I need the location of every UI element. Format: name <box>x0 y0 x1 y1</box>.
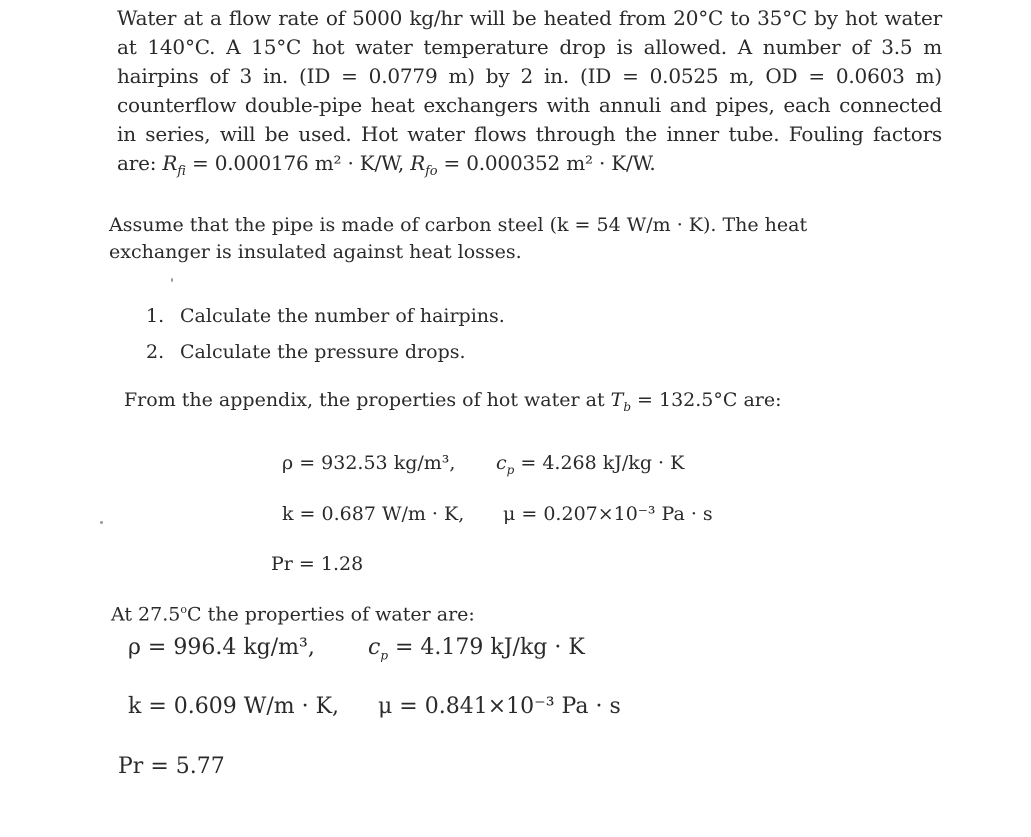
hot-intro-text: From the appendix, the properties of hot water at <box>124 389 611 411</box>
task-number: 1. <box>146 305 165 327</box>
scan-smudge <box>171 278 173 282</box>
tb-symbol: T <box>610 389 624 411</box>
task-list <box>146 298 505 370</box>
hot-prandtl: Pr = 1.28 <box>271 553 364 575</box>
cp-symbol: c <box>368 635 381 660</box>
problem-text: Water at a flow rate of 5000 kg/hr will be heated from 20°C to 35°C by hot water at 140°C. A 15°C hot water temperature drop is allowed. A number of 3.5 m hairpins of 3 in. (ID = 0.0779 m) by 2 in. (ID = 0.0525 m, OD = 0.0603 m) counterflow double-pipe heat exchangers with annuli and pipes, each connected in series, will be used. Hot water flows through the inner tube. Fouling factors are: <box>117 6 942 175</box>
hot-viscosity: μ = 0.207×10⁻³ Pa · s <box>503 503 713 525</box>
rfi-subscript: fi <box>177 164 186 179</box>
cp-value: = 4.268 kJ/kg · K <box>514 452 685 474</box>
cp-value: = 4.179 kJ/kg · K <box>388 635 585 660</box>
hot-water-intro <box>124 389 782 414</box>
hot-intro-temp: = 132.5°C are: <box>631 389 782 411</box>
cp-subscript: p <box>380 648 389 663</box>
rfi-symbol: R <box>162 151 178 175</box>
cp-symbol: c <box>496 452 507 474</box>
list-item <box>146 334 505 370</box>
task-number: 2. <box>146 341 165 363</box>
hot-specific-heat <box>496 452 684 477</box>
cold-intro-text: C the properties of water are: <box>187 603 475 626</box>
task-text: Calculate the pressure drops. <box>180 341 466 363</box>
cold-prandtl: Pr = 5.77 <box>118 754 225 779</box>
rfo-value: = 0.000352 m² · K/W. <box>437 151 656 175</box>
hot-conductivity: k = 0.687 W/m · K, <box>282 503 465 525</box>
assumption-text: Assume that the pipe is made of carbon steel (k = 54 W/m · K). The heat exchanger is insulated against heat losses. <box>109 214 808 263</box>
list-item <box>146 298 505 334</box>
cold-water-intro <box>111 603 475 625</box>
task-text: Calculate the number of hairpins. <box>180 305 505 327</box>
rfi-value: = 0.000176 m² · K/W, <box>185 151 411 175</box>
hot-density: ρ = 932.53 kg/m³, <box>282 452 456 474</box>
degree-mark: o <box>180 603 187 616</box>
cold-density: ρ = 996.4 kg/m³, <box>128 635 315 660</box>
rfo-subscript: fo <box>425 164 438 179</box>
cold-specific-heat <box>368 635 585 662</box>
cp-subscript: p <box>506 462 515 477</box>
scan-smudge <box>100 521 103 524</box>
rfo-symbol: R <box>410 151 426 175</box>
cold-viscosity: μ = 0.841×10⁻³ Pa · s <box>378 694 621 719</box>
tb-subscript: b <box>623 399 631 414</box>
cold-intro-temp: At 27.5 <box>111 603 181 626</box>
cold-conductivity: k = 0.609 W/m · K, <box>128 694 340 719</box>
problem-statement <box>117 4 942 178</box>
